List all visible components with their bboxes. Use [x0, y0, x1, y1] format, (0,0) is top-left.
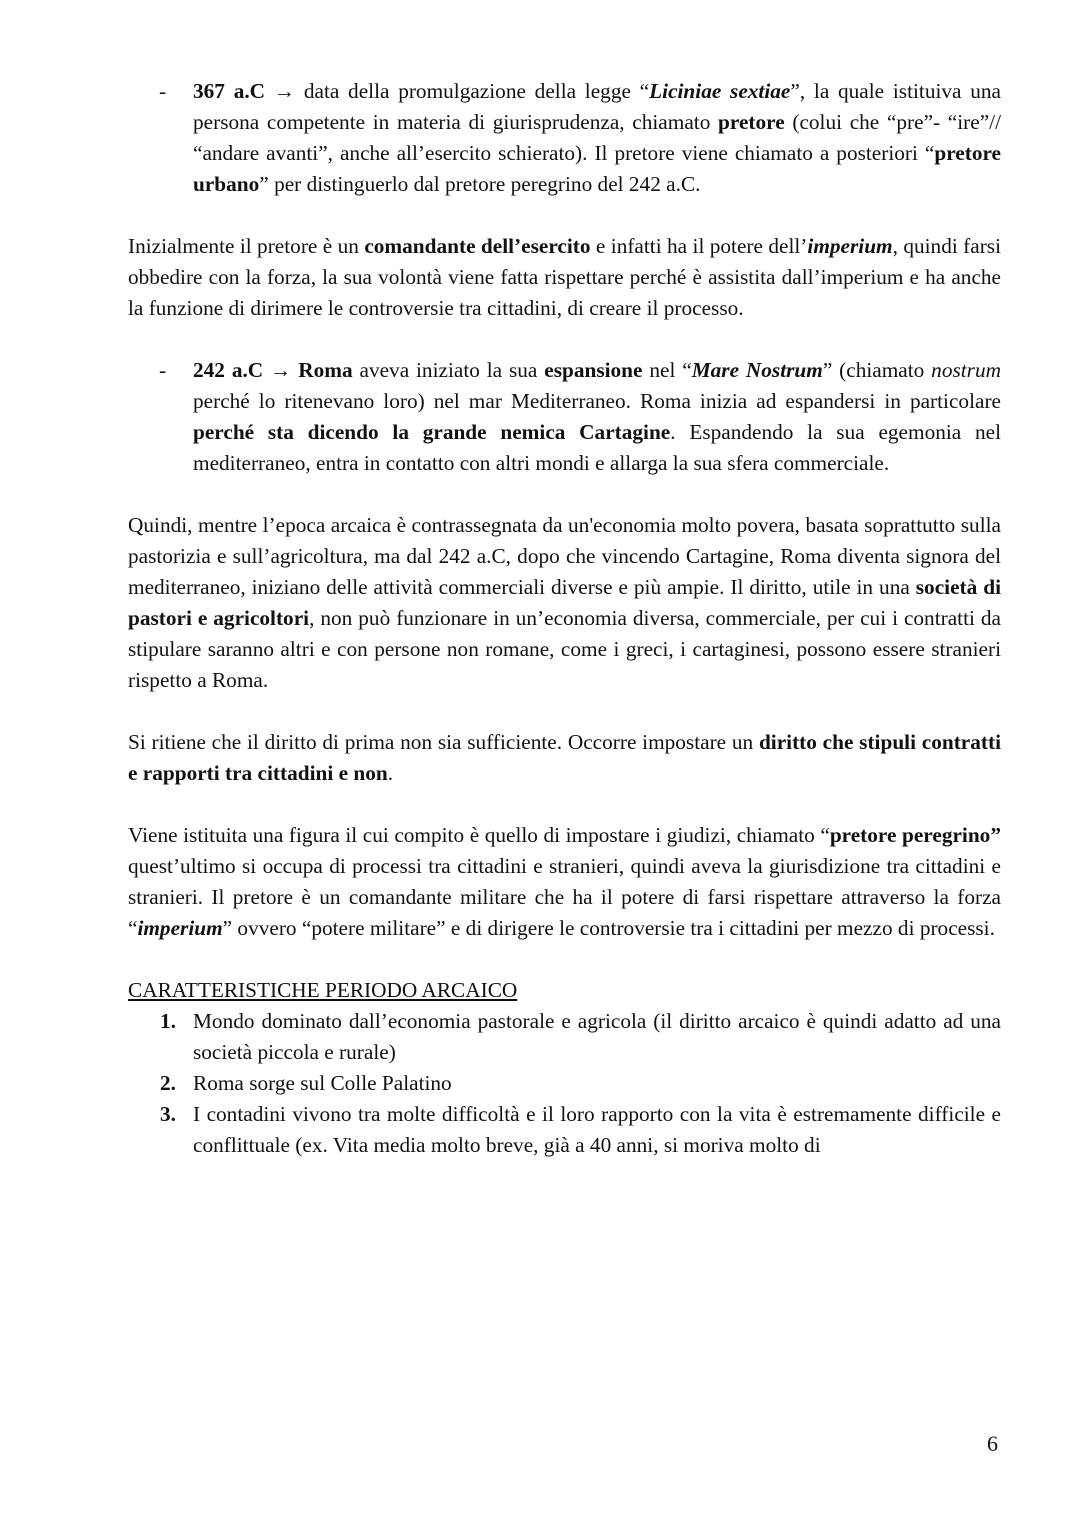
list-item-text: I contadini vivono tra molte difficoltà e il loro rapporto con la vita è estremamente difficile e conflittuale (ex. Vita media molto breve, già a 40 anni, si moriva molto di — [193, 1102, 1001, 1157]
paragraph — [128, 820, 1001, 944]
bold-text: diritto che stipuli contratti e rapporti tra cittadini e non — [128, 730, 1001, 785]
bullet-marker: - — [159, 79, 167, 103]
bold-text: comandante dell’esercito — [364, 234, 591, 258]
list-item — [128, 1099, 1001, 1161]
text-run: , non può funzionare in un’economia diversa, commerciale, per cui i contratti da stipulare saranno altri e con persone non romane, come i greci, i cartaginesi, possono essere stranieri rispetto a Roma. — [128, 606, 1001, 692]
bold-text: pretore peregrino” — [829, 823, 1001, 847]
list-number: 1. — [160, 1009, 176, 1033]
text-run: e infatti ha il potere dell’ — [590, 234, 808, 258]
page-number: 6 — [987, 1431, 998, 1456]
text-run: → data della promulgazione della legge “ — [273, 79, 650, 103]
paragraph — [128, 510, 1001, 696]
bold-text: imperium — [807, 234, 893, 258]
text-run: ” ovvero “potere militare” e di dirigere le controversie tra i cittadini per mezzo di processi. — [222, 916, 995, 940]
italic-text: nostrum — [931, 358, 1001, 382]
text-run: perché lo ritenevano loro) nel mar Mediterraneo. Roma inizia ad espandersi in particolare — [193, 389, 1001, 413]
bullet-item — [128, 76, 1001, 200]
bullet-item — [128, 355, 1001, 479]
bold-text: società di pastori e agricoltori — [128, 575, 1001, 630]
text-run: Quindi, mentre l’epoca arcaica è contrassegnata da un'economia molto povera, basata soprattutto sulla pastorizia e sull’agricoltura, ma dal 242 a.C, dopo che vincendo Cartagine, Roma diventa signora del mediterraneo, iniziano delle attività commerciali diverse e più ampie. Il diritto, utile in una — [128, 513, 1001, 599]
text-run: quest’ultimo si occupa di processi tra cittadini e stranieri, quindi aveva la giurisdizione tra cittadini e stranieri. Il pretore è un comandante militare che ha il potere di farsi rispettare attraverso la forza “ — [128, 854, 1001, 940]
document-body — [128, 76, 1001, 1161]
text-run: ”, la quale istituiva una persona competente in materia di giurisprudenza, chiamato — [193, 79, 1001, 134]
bold-text: Mare Nostrum — [691, 358, 823, 382]
text-run: nel “ — [642, 358, 692, 382]
bold-text: perché sta dicendo la grande nemica Cartagine — [193, 420, 671, 444]
list-item — [128, 1006, 1001, 1068]
list-item-text: Mondo dominato dall’economia pastorale e agricola (il diritto arcaico è quindi adatto ad una società piccola e rurale) — [193, 1009, 1001, 1064]
bullet-marker: - — [159, 358, 167, 382]
bold-text: espansione — [544, 358, 643, 382]
bold-text: pretore — [718, 110, 785, 134]
text-run: ” (chiamato — [822, 358, 932, 382]
text-run: ” per distinguerlo dal pretore peregrino del 242 a.C. — [259, 172, 701, 196]
bold-text: pretore urbano — [193, 141, 1001, 196]
list-item — [128, 1068, 1001, 1099]
text-run: Viene istituita una figura il cui compito è quello di impostare i giudizi, chiamato “ — [128, 823, 830, 847]
section-heading: CARATTERISTICHE PERIODO ARCAICO — [128, 978, 518, 1002]
numbered-list — [128, 1006, 1001, 1161]
text-run: (colui che “pre”- “ire”// “andare avanti”, anche all’esercito schierato). Il pretore viene chiamato a posteriori “ — [193, 110, 1001, 165]
text-run: , quindi farsi obbedire con la forza, la sua volontà viene fatta rispettare perché è assistita dall’imperium e ha anche la funzione di dirimere le controversie tra cittadini, di creare il processo. — [128, 234, 1001, 320]
text-run: aveva iniziato la sua — [352, 358, 545, 382]
text-run: . Espandendo la sua egemonia nel mediterraneo, entra in contatto con altri mondi e allarga la sua sfera commerciale. — [193, 420, 1002, 475]
list-number: 3. — [160, 1102, 176, 1126]
paragraph — [128, 727, 1001, 789]
bold-text: imperium — [137, 916, 223, 940]
list-number: 2. — [160, 1071, 176, 1095]
bold-text: 367 a.C — [193, 79, 274, 103]
bold-text: 242 a.C → Roma — [193, 358, 353, 382]
text-run: Inizialmente il pretore è un — [128, 234, 365, 258]
text-run: . — [387, 761, 394, 785]
text-blocks — [128, 76, 1001, 944]
list-item-text: Roma sorge sul Colle Palatino — [193, 1071, 452, 1095]
paragraph — [128, 231, 1001, 324]
text-run: Si ritiene che il diritto di prima non sia sufficiente. Occorre impostare un — [128, 730, 759, 754]
bold-text: Liciniae sextiae — [649, 79, 791, 103]
